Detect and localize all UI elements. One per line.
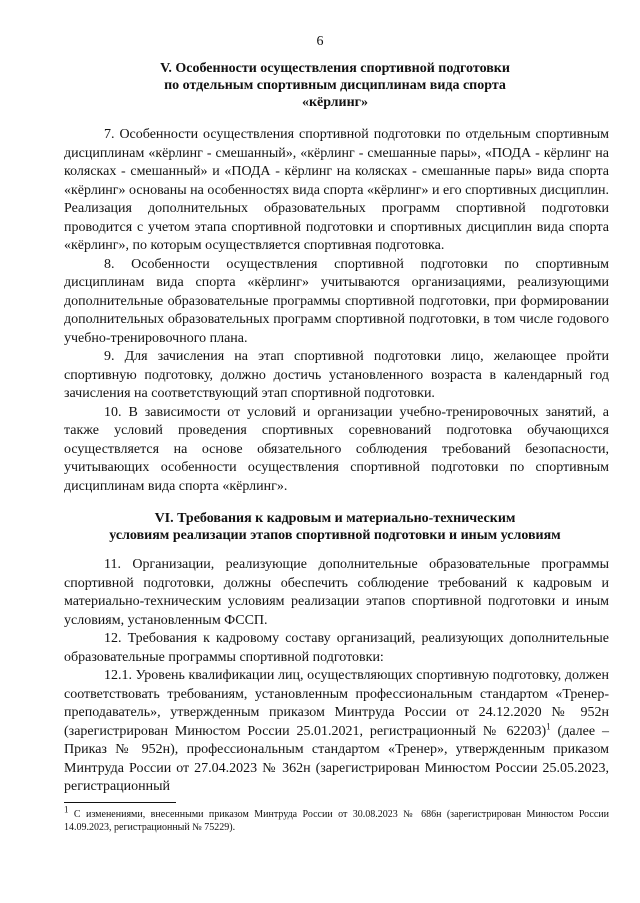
section-vi-heading (60, 510, 610, 544)
section-v-heading (60, 60, 610, 111)
paragraph-12-1 (64, 667, 609, 797)
footnote-reference: 1 (546, 720, 551, 731)
section-v-body (64, 126, 609, 496)
page-number: 6 (316, 34, 324, 49)
section-v-title-line: по отдельным спортивным дисциплинам вида спорта (164, 78, 506, 93)
paragraph-8: 8. Особенности осуществления спортивной подготовки по спортивным дисциплинам вида спорта «кёрлинг» учитываются организациями, реализующими дополнительные образовательные программы спортивной подготовки, при формировании дополнительных образовательных программ спортивной подготовки, в том числе годового учебно-тренировочного плана. (64, 256, 609, 346)
footnote (64, 804, 609, 834)
paragraph-9: 9. Для зачисления на этап спортивной подготовки лицо, желающее пройти спортивную подготовку, должно достичь установленного возраста в календарный год зачисления на соответствующий этап спортивной подготовки. (64, 349, 609, 401)
paragraph-10: 10. В зависимости от условий и организации учебно-тренировочных занятий, а также условий проведения спортивных соревнований подготовка обучающихся осуществляется на основе обязательного соблюдения требований безопасности, учитывающих особенности осуществления спортивной подготовки по спортивным дисциплинам вида спорта «кёрлинг». (64, 404, 609, 494)
footnote-divider (64, 802, 176, 803)
section-vi-title-line: VI. Требования к кадровым и материально-техническим (154, 511, 516, 526)
section-vi-body (64, 556, 609, 797)
section-vi-title-line: условиям реализации этапов спортивной подготовки и иным условиям (109, 528, 561, 543)
section-v-title-line: V. Особенности осуществления спортивной подготовки (160, 61, 510, 76)
paragraph-11: 11. Организации, реализующие дополнительные образовательные программы спортивной подготовки, должны обеспечить соблюдение требований к кадровым и материально-техническим условиям реализации этапов спортивной подготовки и иным условиям, установленным ФССП. (64, 557, 609, 628)
section-v-title-line: «кёрлинг» (301, 95, 369, 110)
footnote-mark: 1 (64, 804, 69, 815)
paragraph-12-1-text-b: (далее – Приказ № 952н), профессиональным стандартом «Тренер», утвержденным приказом Минтруда России от 27.04.2023 № 362н (зарегистрирован Минюстом России 25.05.2023, регистрационный (64, 723, 609, 794)
paragraph-12-1-text-a: 12.1. Уровень квалификации лиц, осуществляющих спортивную подготовку, должен соответствовать требованиям, установленным профессиональным стандартом «Тренер-преподаватель», утвержденным приказом Минтруда России от 24.12.2020 № 952н (зарегистрирован Минюстом России 25.01.2021, регистрационный № 62203) (64, 668, 609, 739)
paragraph-12: 12. Требования к кадровому составу организаций, реализующих дополнительные образовательные программы спортивной подготовки: (64, 631, 609, 665)
paragraph-7: 7. Особенности осуществления спортивной подготовки по отдельным спортивным дисциплинам «кёрлинг - смешанный», «кёрлинг - смешанные пары», «ПОДА - кёрлинг на колясках - смешанный» и «ПОДА - кёрлинг на колясках - смешанные пары» вида спорта «кёрлинг» основаны на особенностях вида спорта «кёрлинг» и его спортивных дисциплин. Реализация дополнительных образовательных программ спортивной подготовки проводится с учетом этапа спортивной подготовки и спортивных дисциплин вида спорта «кёрлинг», по которым осуществляется спортивная подготовка. (64, 127, 610, 253)
footnote-text: С изменениями, внесенными приказом Минтруда России от 30.08.2023 № 686н (зарегистрирован Минюстом России 14.09.2023, регистрационный № 75229). (64, 809, 609, 833)
